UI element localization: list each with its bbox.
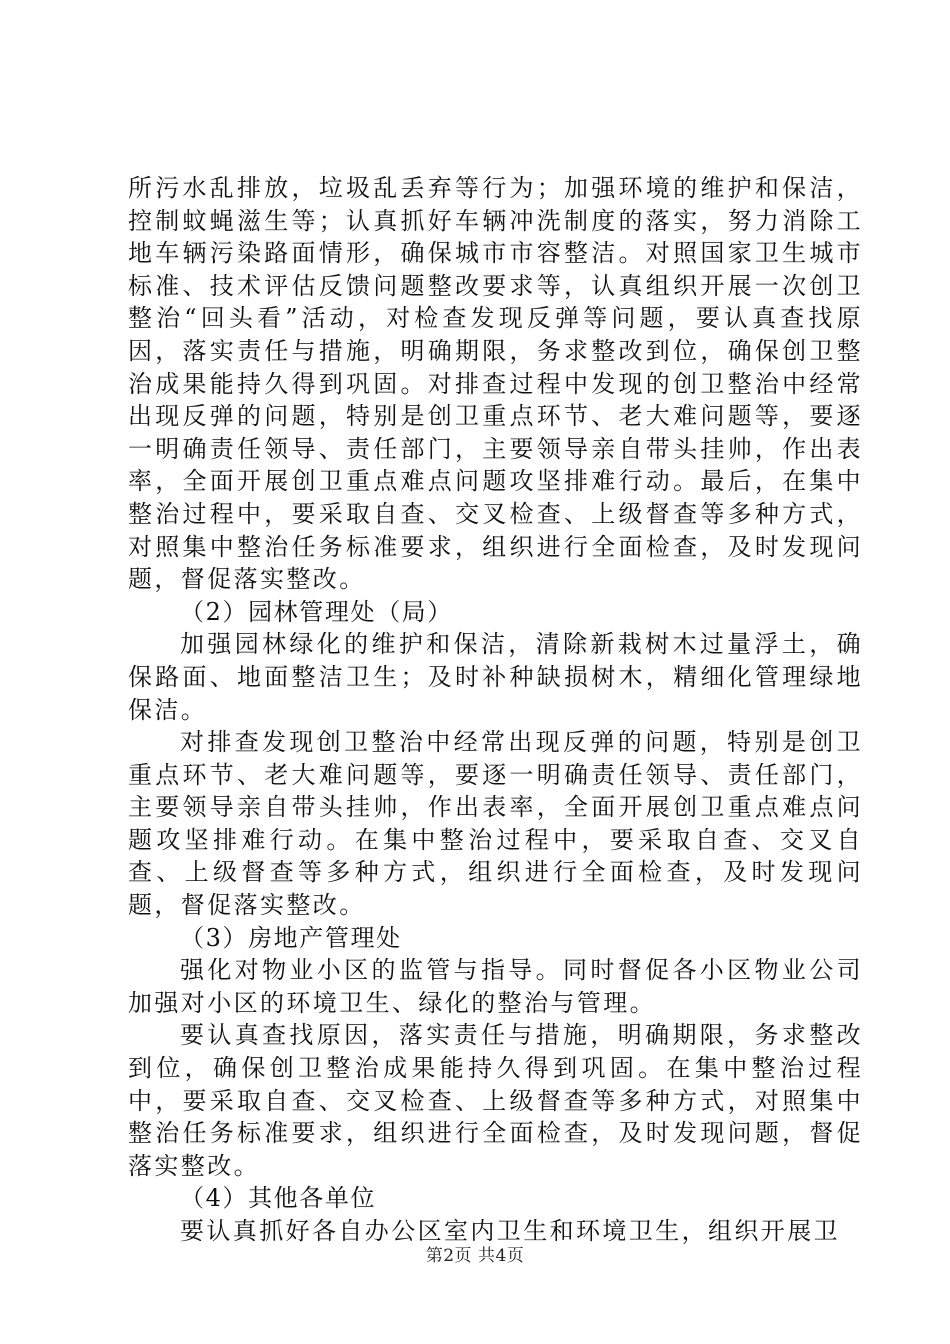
- paragraph: 加强园林绿化的维护和保洁，清除新栽树木过量浮土，确保路面、地面整洁卫生；及时补种缺损树木，精细化管理绿地保洁。: [128, 630, 863, 724]
- paragraph: 对排查发现创卫整治中经常出现反弹的问题，特别是创卫重点环节、老大难问题等，要逐一明确责任领导、责任部门，主要领导亲自带头挂帅，作出表率，全面开展创卫重点难点问题攻坚排难行动。在集中整治过程中，要采取自查、交叉自查、上级督查等多种方式，组织进行全面检查，及时发现问题，督促落实整改。: [128, 728, 863, 920]
- paragraph-continued: 所污水乱排放，垃圾乱丢弃等行为；加强环境的维护和保洁，控制蚊蝇滋生等；认真抓好车辆冲洗制度的落实，努力消除工地车辆污染路面情形，确保城市市容整洁。对照国家卫生城市标准、技术评估反馈问题整改要求等，认真组织开展一次创卫整治“回头看”活动，对检查发现反弹等问题，要认真查找原因，落实责任与措施，明确期限，务求整改到位，确保创卫整治成果能持久得到巩固。对排查过程中发现的创卫整治中经常出现反弹的问题，特别是创卫重点环节、老大难问题等，要逐一明确责任领导、责任部门，主要领导亲自带头挂帅，作出表率，全面开展创卫重点难点问题攻坚排难行动。最后，在集中整治过程中，要采取自查、交叉检查、上级督查等多种方式，对照集中整治任务标准要求，组织进行全面检查，及时发现问题，督促落实整改。: [128, 174, 863, 594]
- paragraph: 要认真查找原因，落实责任与措施，明确期限，务求整改到位，确保创卫整治成果能持久得到巩固。在集中整治过程中，要采取自查、交叉检查、上级督查等多种方式，对照集中整治任务标准要求，组织进行全面检查，及时发现问题，督促落实整改。: [128, 1021, 863, 1180]
- document-body: [128, 172, 863, 1248]
- section-heading-3: （3）房地产管理处: [180, 923, 402, 952]
- paragraph: 要认真抓好各自办公区室内卫生和环境卫生，组织开展卫: [180, 1217, 840, 1245]
- section-heading-2: （2）园林管理处（局）: [180, 597, 453, 626]
- page-number-footer: 第2页 共4页: [425, 1246, 525, 1266]
- section-heading-4: （4）其他各单位: [180, 1184, 377, 1213]
- paragraph: 强化对物业小区的监管与指导。同时督促各小区物业公司加强对小区的环境卫生、绿化的整治与管理。: [128, 956, 863, 1017]
